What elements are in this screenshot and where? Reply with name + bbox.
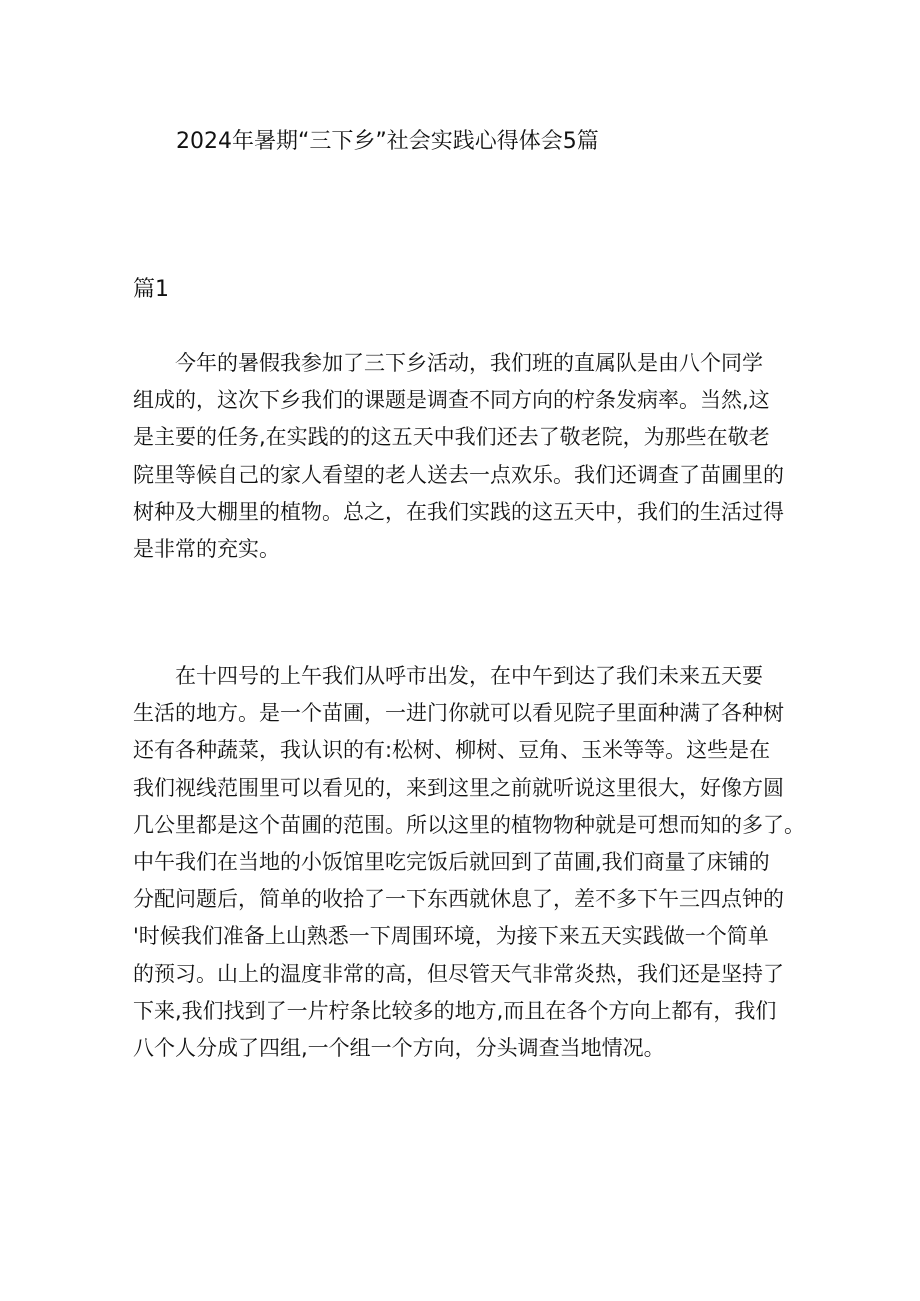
document-title: 2024年暑期“三下乡”社会实践心得体会5篇 — [176, 129, 599, 154]
paragraph-1: 今年的暑假我参加了三下乡活动，我们班的直属队是由八个同学 组成的，这次下乡我们的课题是调查不同方向的柠条发病率。当然,这 是主要的任务,在实践的的这五天中我们还去了敬老院，为那些在敬老 院里等候自己的家人看望的老人送去一点欢乐。我们还调查了苗圃里的 树种及大棚里的植物。总之，在我们实践的这五天中，我们的生活过得 是非常的充实。 — [133, 351, 784, 562]
section-heading: 篇1 — [133, 277, 169, 302]
paragraph-2: 在十四号的上午我们从呼市出发，在中午到达了我们未来五天要 生活的地方。是一个苗圃，一进门你就可以看见院子里面种满了各种树 还有各种蔬菜，我认识的有:松树、柳树、豆角、玉米等等。这些是在 我们视线范围里可以看见的，来到这里之前就听说这里很大，好像方圆 几公里都是这个苗圃的范围。所以这里的植物物种就是可想而知的多了。 中午我们在当地的小饭馆里吃完饭后就回到了苗圃,我们商量了床铺的 分配问题后，简单的收拾了一下东西就休息了，差不多下午三四点钟的 '时候我们准备上山熟悉一下周围环境，为接下来五天实践做一个简单 的预习。山上的温度非常的高，但尽管天气非常炎热，我们还是坚持了 下来,我们找到了一片柠条比较多的地方,而且在各个方向上都有，我们 八个人分成了四组,一个组一个方向，分头调查当地情况。 — [133, 664, 805, 1061]
